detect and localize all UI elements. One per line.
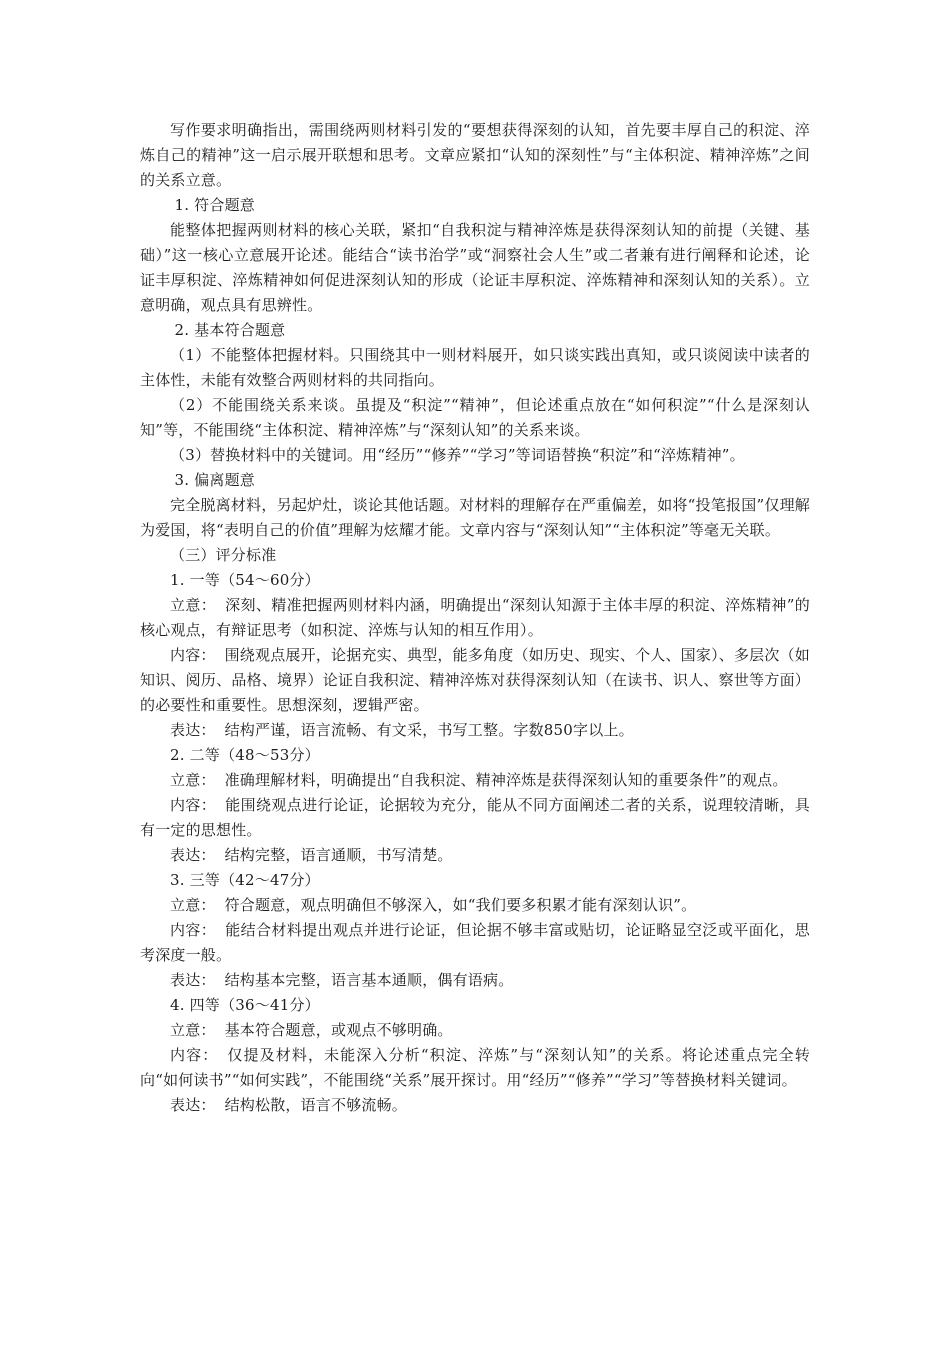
grade-line-label: 表达： bbox=[170, 1096, 216, 1114]
grade-line-label: 表达： bbox=[170, 721, 216, 739]
grade-line-label: 立意： bbox=[170, 1021, 216, 1039]
grade-line-label: 表达： bbox=[170, 971, 216, 989]
grade-line-text: 符合题意，观点明确但不够深入，如“我们要多积累才能有深刻认识”。 bbox=[224, 896, 697, 914]
criteria-heading: （三）评分标准 bbox=[170, 546, 277, 564]
grade-3-line-2 bbox=[140, 918, 810, 968]
grade-4-line-1 bbox=[140, 1018, 810, 1043]
grade-line-text: 深刻、精准把握两则材料内涵，明确提出“深刻认知源于主体丰厚的积淀、淬炼精神”的核心观点，有辩证思考（如积淀、淬炼与认知的相互作用）。 bbox=[140, 596, 810, 639]
grade-line-label: 内容： bbox=[170, 921, 217, 939]
grade-line-label: 内容： bbox=[170, 646, 216, 664]
grade-line-label: 内容： bbox=[170, 1046, 219, 1064]
grade-1-line-3 bbox=[140, 718, 810, 743]
section-body-1: 能整体把握两则材料的核心关联，紧扣“自我积淀与精神淬炼是获得深刻认知的前提（关键、基础）”这一核心立意展开论述。能结合“读书治学”或“洞察社会人生”或二者兼有进行阐释和论述，论证丰厚积淀、淬炼精神如何促进深刻认知的形成（论证丰厚积淀、淬炼精神和深刻认知的关系）。立意明确，观点具有思辨性。 bbox=[140, 221, 810, 314]
grade-line-text: 结构完整，语言通顺，书写清楚。 bbox=[224, 846, 453, 864]
grade-title-4: 4. 四等（36～41分） bbox=[170, 996, 320, 1014]
grade-line-text: 基本符合题意，或观点不够明确。 bbox=[224, 1021, 453, 1039]
grade-line-label: 立意： bbox=[170, 771, 216, 789]
grade-line-text: 仅提及材料，未能深入分析“积淀、淬炼”与“深刻认知”的关系。将论述重点完全转向“如何读书”“如何实践”，不能围绕“关系”展开探讨。用“经历”“修养”“学习”等替换材料关键词。 bbox=[140, 1046, 810, 1089]
section-heading-1: 1. 符合题意 bbox=[174, 196, 255, 214]
grade-2-line-1 bbox=[140, 768, 810, 793]
grade-2-line-2 bbox=[140, 793, 810, 843]
grade-title-2: 2. 二等（48～53分） bbox=[170, 746, 320, 764]
grade-1-line-1 bbox=[140, 593, 810, 643]
section-body-3: 完全脱离材料，另起炉灶，谈论其他话题。对材料的理解存在严重偏差，如将“投笔报国”仅理解为爱国，将“表明自己的价值”理解为炫耀才能。文章内容与“深刻认知”“主体积淀”等毫无关联。 bbox=[140, 496, 810, 539]
section-heading-3: 3. 偏离题意 bbox=[174, 471, 255, 489]
grade-line-text: 结构基本完整，语言基本通顺，偶有语病。 bbox=[224, 971, 514, 989]
grade-4-line-3 bbox=[140, 1093, 810, 1118]
grade-line-label: 立意： bbox=[170, 596, 217, 614]
grade-line-text: 结构严谨，语言流畅、有文采，书写工整。字数850字以上。 bbox=[224, 721, 634, 739]
section-item-2-2: （2）不能围绕关系来谈。虽提及“积淀”“精神”，但论述重点放在“如何积淀”“什么是深刻认知”等，不能围绕“主体积淀、精神淬炼”与“深刻认知”的关系来谈。 bbox=[140, 396, 810, 439]
grade-4-line-2 bbox=[140, 1043, 810, 1093]
grade-3-line-1 bbox=[140, 893, 810, 918]
grade-line-text: 结构松散，语言不够流畅。 bbox=[224, 1096, 408, 1114]
section-item-2-3: （3）替换材料中的关键词。用“经历”“修养”“学习”等词语替换“积淀”和“淬炼精神”。 bbox=[170, 446, 745, 464]
grade-2-line-3 bbox=[140, 843, 810, 868]
grade-line-text: 能结合材料提出观点并进行论证，但论据不够丰富或贴切，论证略显空泛或平面化，思考深度一般。 bbox=[140, 921, 810, 964]
grade-line-label: 内容： bbox=[170, 796, 217, 814]
grade-line-text: 能围绕观点进行论证，论据较为充分，能从不同方面阐述二者的关系，说理较清晰，具有一定的思想性。 bbox=[140, 796, 810, 839]
grade-title-1: 1. 一等（54～60分） bbox=[170, 571, 320, 589]
grade-3-line-3 bbox=[140, 968, 810, 993]
intro-paragraph: 写作要求明确指出，需围绕两则材料引发的“要想获得深刻的认知，首先要丰厚自己的积淀、淬炼自己的精神”这一启示展开联想和思考。文章应紧扣“认知的深刻性”与“主体积淀、精神淬炼”之间的关系立意。 bbox=[140, 121, 810, 189]
grade-line-text: 围绕观点展开，论据充实、典型，能多角度（如历史、现实、个人、国家）、多层次（如知识、阅历、品格、境界）论证自我积淀、精神淬炼对获得深刻认知（在读书、识人、察世等方面）的必要性和重要性。思想深刻，逻辑严密。 bbox=[140, 646, 810, 714]
grade-line-label: 表达： bbox=[170, 846, 216, 864]
grade-line-text: 准确理解材料，明确提出“自我积淀、精神淬炼是获得深刻认知的重要条件”的观点。 bbox=[224, 771, 788, 789]
grade-1-line-2 bbox=[140, 643, 810, 718]
grade-title-3: 3. 三等（42～47分） bbox=[170, 871, 320, 889]
section-item-2-1: （1）不能整体把握材料。只围绕其中一则材料展开，如只谈实践出真知，或只谈阅读中读者的主体性，未能有效整合两则材料的共同指向。 bbox=[140, 346, 810, 389]
section-heading-2: 2. 基本符合题意 bbox=[174, 321, 286, 339]
grade-line-label: 立意： bbox=[170, 896, 216, 914]
